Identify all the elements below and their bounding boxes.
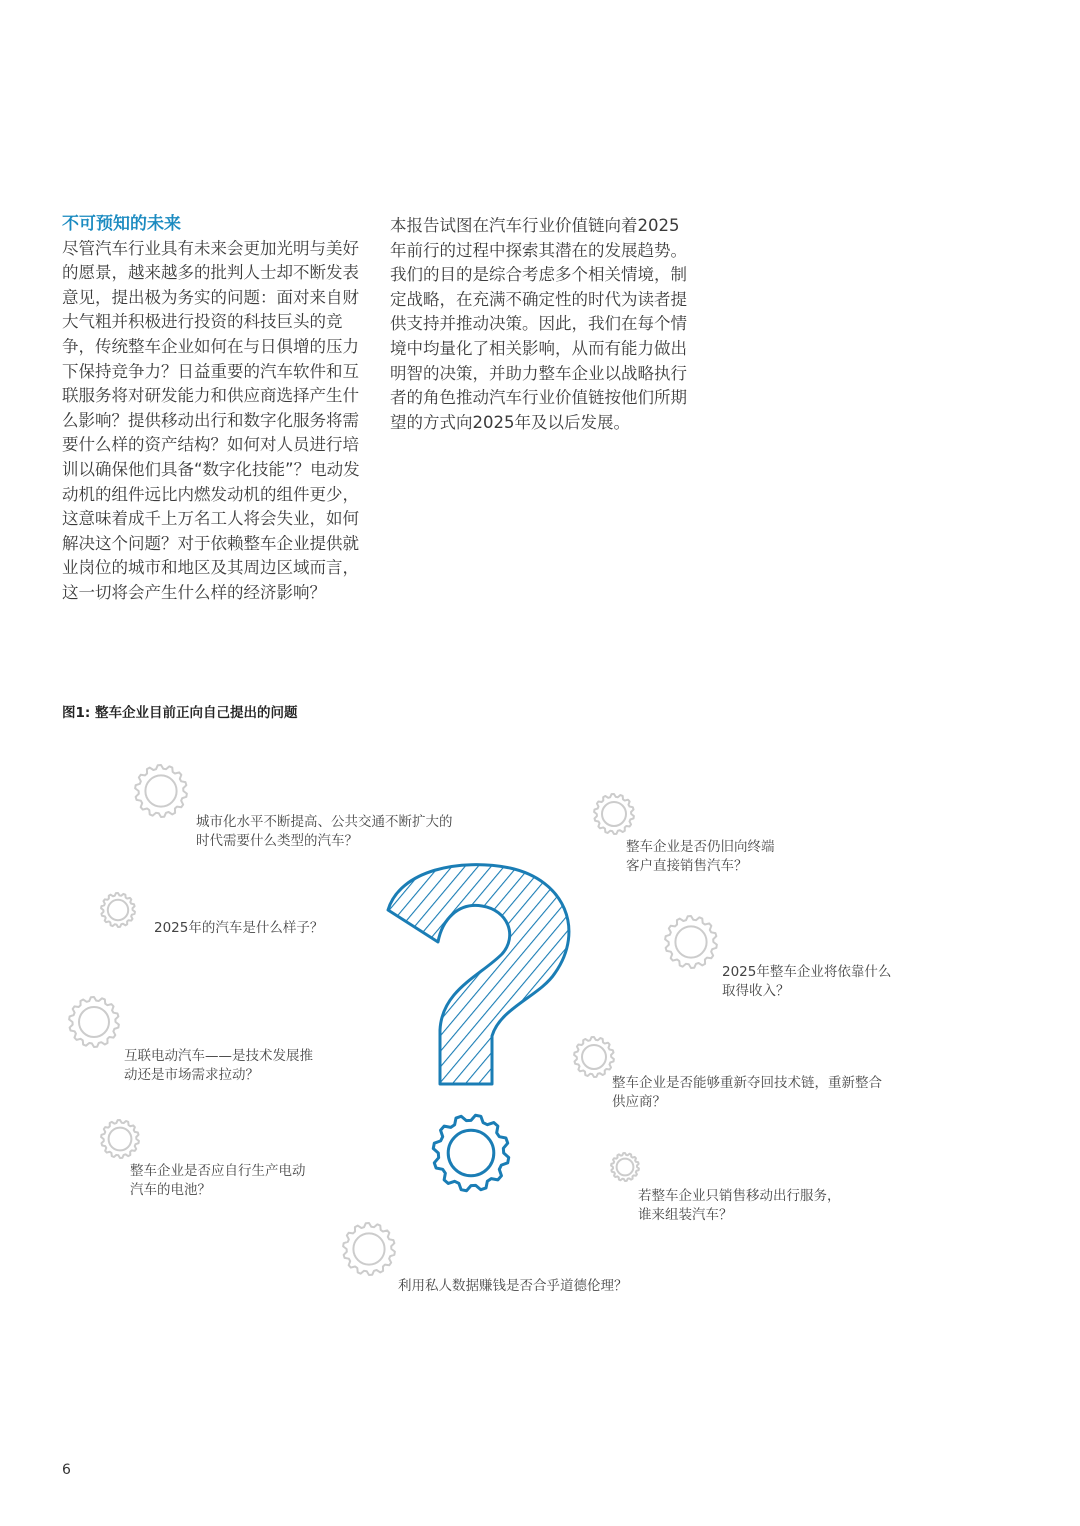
question-urbanization: 城市化水平不断提高、公共交通不断扩大的 时代需要什么类型的汽车？ bbox=[196, 814, 453, 849]
gear-icon bbox=[96, 1115, 144, 1163]
question-tech-chain: 整车企业是否能够重新夺回技术链，重新整合 供应商？ bbox=[612, 1075, 882, 1110]
question-revenue: 2025年整车企业将依靠什么 取得收入？ bbox=[722, 964, 892, 999]
gear-icon bbox=[588, 788, 640, 840]
question-mark-icon bbox=[380, 858, 590, 1098]
gear-icon bbox=[96, 888, 140, 932]
gear-icon bbox=[128, 758, 194, 824]
gear-icon bbox=[422, 1104, 520, 1202]
gear-icon bbox=[62, 990, 126, 1054]
gear-icon bbox=[658, 909, 724, 975]
page-number: 6 bbox=[62, 1462, 71, 1478]
left-column bbox=[62, 212, 362, 606]
section-heading: 不可预知的未来 bbox=[62, 214, 181, 234]
question-connected-ev: 互联电动汽车——是技术发展推 动还是市场需求拉动？ bbox=[124, 1048, 313, 1083]
question-car-2025: 2025年的汽车是什么样子？ bbox=[154, 920, 324, 936]
figure-title: 图1: 整车企业目前正向自己提出的问题 bbox=[62, 705, 298, 721]
left-paragraph: 尽管汽车行业具有未来会更加光明与美好的愿景，越来越多的批判人士却不断发表意见，提出极为务实的问题：面对来自财大气粗并积极进行投资的科技巨头的竞争，传统整车企业如何在与日俱增的压力下保持竞争力？日益重要的汽车软件和互联服务将对研发能力和供应商选择产生什么影响？提供移动出行和数字化服务将需要什么样的资产结构？如何对人员进行培训以确保他们具备“数字化技能”？电动发动机的组件远比内燃发动机的组件更少，这意味着成千上万名工人将会失业，如何解决这个问题？对于依赖整车企业提供就业岗位的城市和地区及其周边区域而言，这一切将会产生什么样的经济影响？ bbox=[62, 238, 360, 602]
right-paragraph: 本报告试图在汽车行业价值链向着2025年前行的过程中探索其潜在的发展趋势。我们的目的是综合考虑多个相关情境，制定战略，在充满不确定性的时代为读者提供支持并推动决策。因此，我们在每个情境中均量化了相关影响，从而有能力做出明智的决策，并助力整车企业以战略执行者的角色推动汽车行业价值链按他们所期望的方式向2025年及以后发展。 bbox=[390, 216, 687, 432]
question-data-ethics: 利用私人数据赚钱是否合乎道德伦理？ bbox=[398, 1278, 628, 1294]
question-direct-sales: 整车企业是否仍旧向终端 客户直接销售汽车？ bbox=[626, 839, 775, 874]
question-battery: 整车企业是否应自行生产电动 汽车的电池？ bbox=[130, 1163, 306, 1198]
question-mobility-services: 若整车企业只销售移动出行服务， 谁来组装汽车？ bbox=[638, 1188, 841, 1223]
gear-icon bbox=[606, 1148, 644, 1186]
right-column bbox=[390, 214, 690, 435]
gear-icon bbox=[336, 1216, 402, 1282]
